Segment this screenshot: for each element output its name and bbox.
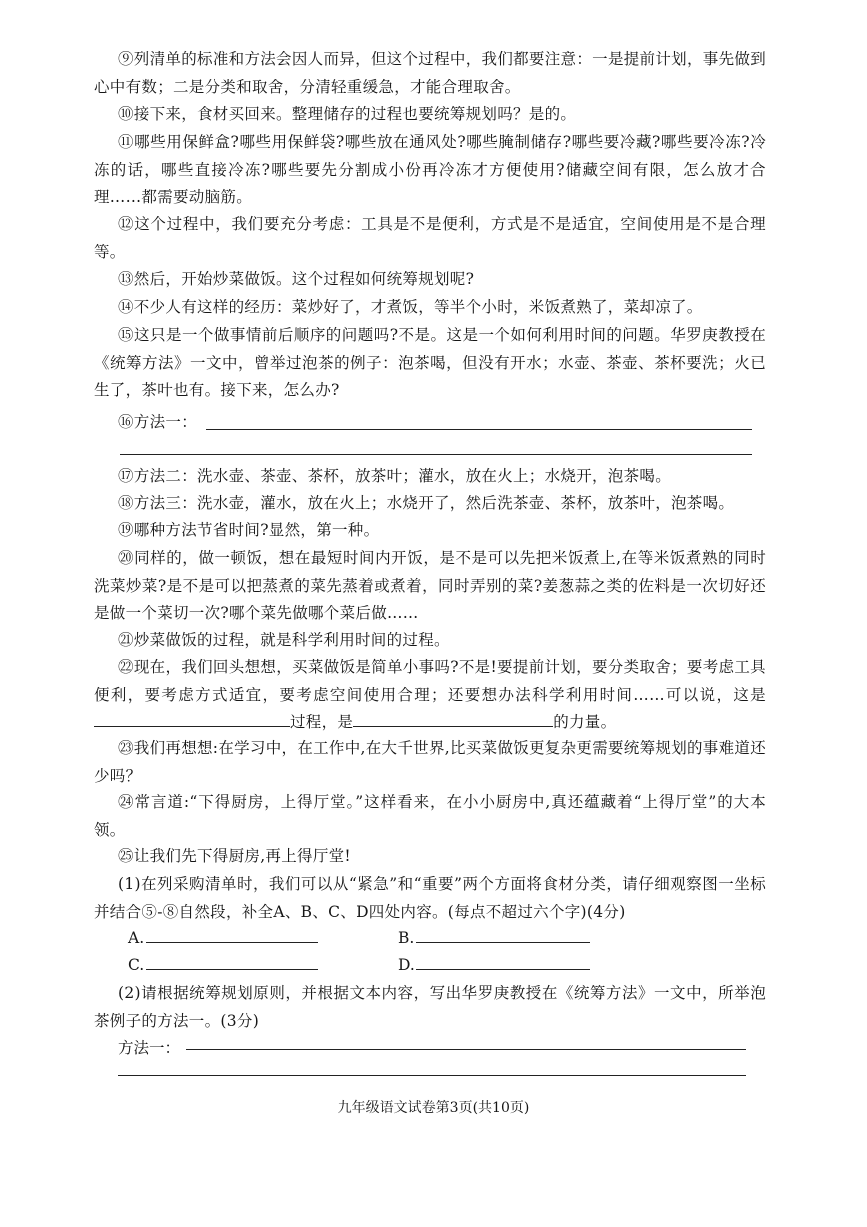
paragraph-22-blank-2[interactable] [353, 725, 553, 727]
question-2: (2)请根据统筹规划原则，并根据文本内容，写出华罗庚教授在《统筹方法》一文中，所举泡茶例子的方法一。(3分) [94, 984, 766, 1030]
answer-line-c[interactable] [146, 969, 318, 970]
paragraph-25: ㉕让我们先下得厨房,再上得厅堂! [118, 847, 351, 865]
method-one-blank-line-1[interactable] [206, 429, 752, 430]
paragraph-22-part-c: 的力量。 [553, 713, 617, 731]
answer-label-d: D. [398, 956, 415, 974]
paragraph-21: ㉑炒菜做饭的过程，就是科学利用时间的过程。 [118, 631, 450, 649]
paragraph-22 [94, 654, 766, 737]
answer-label-a: A. [128, 929, 145, 947]
paragraph-11: ⑪哪些用保鲜盒?哪些用保鲜袋?哪些放在通风处?哪些腌制储存?哪些要冷藏?哪些要冷冻?冷冻的话，哪些直接冷冻?哪些要先分割成小份再冷冻才方便使用?储藏空间有限，怎么放才合理……都需要动脑筋。 [94, 133, 766, 206]
question-2-answer-line-1[interactable] [186, 1049, 746, 1050]
paragraph-20: ⑳同样的，做一顿饭，想在最短时间内开饭，是不是可以先把米饭煮上,在等米饭煮熟的同时洗菜炒菜?是不是可以把蒸煮的菜先蒸着或煮着，同时弄别的菜?姜葱蒜之类的佐料是一次切好还是做一个菜切一次?哪个菜先做哪个菜后做…… [94, 549, 766, 622]
paragraph-22-blank-1[interactable] [94, 725, 290, 727]
paragraph-22-part-b: 过程，是 [290, 713, 354, 731]
paragraph-22-part-a: ㉒现在，我们回头想想，买菜做饭是简单小事吗?不是!要提前计划，要分类取舍；要考虑工具便利，要考虑方式适宜，要考虑空间使用合理；还要想办法科学利用时间……可以说，这是 [94, 658, 766, 704]
paragraph-18: ⑱方法三：洗水壶，灌水，放在火上；水烧开了，然后洗茶壶、茶杯，放茶叶，泡茶喝。 [118, 494, 735, 512]
paragraph-12: ⑫这个过程中，我们要充分考虑：工具是不是便利，方式是不是适宜，空间使用是不是合理等。 [94, 215, 766, 261]
paragraph-14: ⑭不少人有这样的经历：菜炒好了，才煮饭，等半个小时，米饭煮熟了，菜却凉了。 [118, 298, 703, 316]
answer-line-a[interactable] [146, 942, 318, 943]
page-footer: 九年级语文试卷第3页(共10页) [337, 1100, 530, 1116]
answer-label-b: B. [398, 929, 415, 947]
paragraph-24: ㉔常言道:“下得厨房，上得厅堂。”这样看来，在小小厨房中,真还蕴藏着“上得厅堂”的大本领。 [94, 793, 766, 839]
paragraph-23: ㉓我们再想想:在学习中，在工作中,在大千世界,比买菜做饭更复杂更需要统筹规划的事难道还少吗？ [94, 739, 766, 785]
paragraph-19: ⑲哪种方法节省时间?显然，第一种。 [118, 521, 380, 539]
answer-line-b[interactable] [416, 942, 590, 943]
question-2-answer-label: 方法一： [118, 1039, 181, 1057]
paragraph-15: ⑮这只是一个做事情前后顺序的问题吗?不是。这是一个如何利用时间的问题。华罗庚教授在《统筹方法》一文中，曾举过泡茶的例子：泡茶喝，但没有开水；水壶、茶壶、茶杯要洗；火已生了，茶叶也有。接下来，怎么办? [94, 326, 766, 399]
paragraph-17: ⑰方法二：洗水壶、茶壶、茶杯，放茶叶；灌水，放在火上；水烧开，泡茶喝。 [118, 467, 672, 485]
question-2-answer-line-2[interactable] [118, 1075, 746, 1076]
answer-label-c: C. [128, 956, 145, 974]
method-one-blank-line-2[interactable] [120, 454, 752, 455]
paragraph-9: ⑨列清单的标准和方法会因人而异，但这个过程中，我们都要注意：一是提前计划，事先做到心中有数；二是分类和取舍，分清轻重缓急，才能合理取舍。 [94, 50, 766, 96]
paragraph-13: ⑬然后，开始炒菜做饭。这个过程如何统筹规划呢? [118, 270, 475, 288]
paragraph-10: ⑩接下来，食材买回来。整理储存的过程也要统筹规划吗？是的。 [118, 105, 577, 123]
question-1: (1)在列采购清单时，我们可以从“紧急”和“重要”两个方面将食材分类，请仔细观察图一坐标并结合⑤-⑧自然段，补全A、B、C、D四处内容。(每点不超过六个字)(4分) [94, 875, 766, 921]
paragraph-16-label: ⑯方法一： [118, 413, 198, 431]
answer-line-d[interactable] [416, 969, 590, 970]
